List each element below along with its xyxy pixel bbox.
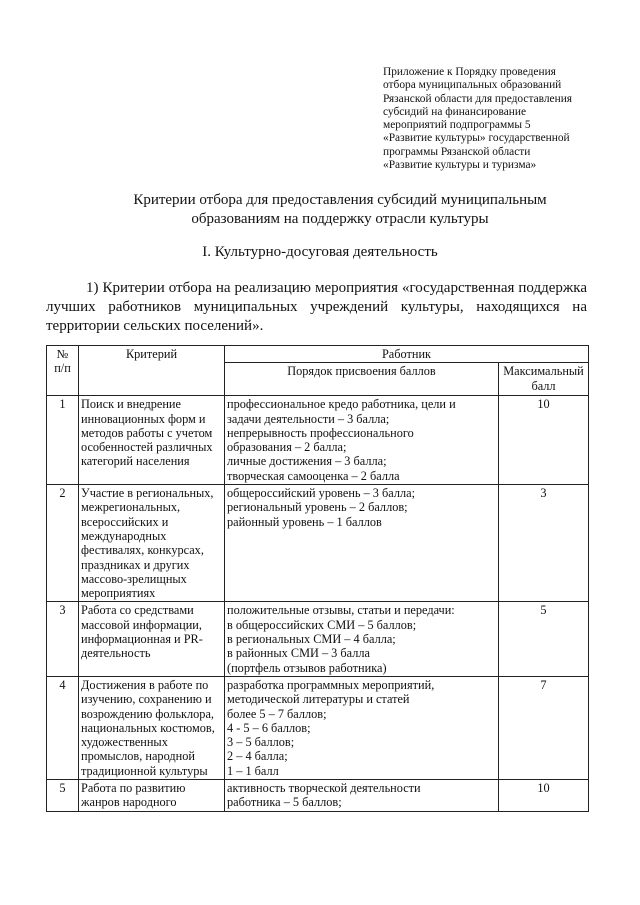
header-criterion: Критерий <box>79 346 225 396</box>
row-number: 3 <box>47 602 79 676</box>
row-procedure: разработка программных мероприятий, методической литературы и статей более 5 – 7 баллов; 4 - 5 – 6 баллов; 3 – 5 баллов; 2 – 4 балла; 1 – 1 балл <box>225 676 499 779</box>
row-max-score: 7 <box>499 676 589 779</box>
row-number: 1 <box>47 396 79 485</box>
row-procedure: общероссийский уровень – 3 балла; региональный уровень – 2 баллов; районный уровень – 1 баллов <box>225 485 499 602</box>
row-max-score: 10 <box>499 780 589 812</box>
row-criterion: Работа со средствами массовой информации, информационная и PR- деятельность <box>79 602 225 676</box>
table-row <box>47 396 589 485</box>
appendix-note: Приложение к Порядку проведения отбора муниципальных образований Рязанской области для предоставления субсидий на финансирование мероприятий подпрограммы 5 «Развитие культуры» государственной программы Рязанской области «Развитие культуры и туризма» <box>383 66 573 172</box>
row-criterion: Участие в региональных, межрегиональных, всероссийских и международных фестивалях, конкурсах, праздниках и других массово-зрелищных мероприятиях <box>79 485 225 602</box>
row-procedure: профессиональное кредо работника, цели и задачи деятельности – 3 балла; непрерывность профессионального образования – 2 балла; личные достижения – 3 балла; творческая самооценка – 2 балла <box>225 396 499 485</box>
criteria-table <box>46 345 589 812</box>
table-row <box>47 676 589 779</box>
table-row <box>47 780 589 812</box>
row-number: 2 <box>47 485 79 602</box>
row-max-score: 3 <box>499 485 589 602</box>
table-row <box>47 485 589 602</box>
header-procedure: Порядок присвоения баллов <box>225 363 499 396</box>
section-heading: I. Культурно-досуговая деятельность <box>202 244 438 260</box>
row-criterion: Работа по развитию жанров народного <box>79 780 225 812</box>
row-criterion: Поиск и внедрение инновационных форм и методов работы с учетом особенностей различных категорий населения <box>79 396 225 485</box>
table-row <box>47 602 589 676</box>
row-number: 5 <box>47 780 79 812</box>
row-max-score: 10 <box>499 396 589 485</box>
row-number: 4 <box>47 676 79 779</box>
row-criterion: Достижения в работе по изучению, сохранению и возрождению фольклора, национальных костюмов, художественных промыслов, народной традиционной культуры <box>79 676 225 779</box>
header-row <box>47 346 589 363</box>
header-max-score: Максимальный балл <box>499 363 589 396</box>
document-title: Критерии отбора для предоставления субсидий муниципальным образованиям на поддержку отрасли культуры <box>133 192 547 227</box>
row-procedure: положительные отзывы, статьи и передачи: в общероссийских СМИ – 5 баллов; в региональных СМИ – 4 балла; в районных СМИ – 3 балла (портфель отзывов работника) <box>225 602 499 676</box>
intro-paragraph: 1) Критерии отбора на реализацию мероприятия «государственная поддержка лучших работников муниципальных учреждений культуры, находящихся на территории сельских поселений». <box>46 280 587 334</box>
header-worker: Работник <box>225 346 589 363</box>
row-max-score: 5 <box>499 602 589 676</box>
header-number: № п/п <box>47 346 79 396</box>
row-procedure: активность творческой деятельности работника – 5 баллов; <box>225 780 499 812</box>
